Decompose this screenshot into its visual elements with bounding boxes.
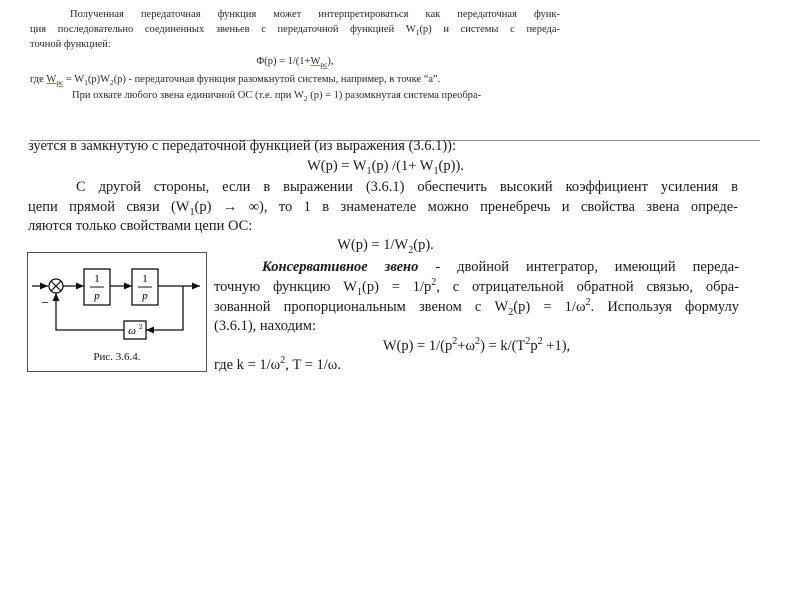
top-line-5-sub: pc: [56, 78, 64, 88]
top-line-5-c: (p)W: [87, 74, 111, 85]
minus-sign: −: [41, 296, 49, 311]
top-line-5-w: W: [46, 74, 57, 85]
top-line-2-sub: 1: [415, 28, 420, 38]
block-2-denominator: p: [142, 290, 148, 302]
right-line-3-b: (p) = 1/ω: [513, 299, 586, 315]
block-2-numerator: 1: [142, 273, 148, 285]
formula-2-sub: 2: [408, 244, 414, 256]
right-line-4: [214, 317, 739, 336]
formula-3-b: +ω: [457, 338, 475, 354]
right-line-6: [214, 356, 739, 375]
top-line-6: [72, 89, 481, 103]
right-line-3-a: зованной пропорциональным звеном с W: [214, 299, 509, 315]
right-line-6-a: где k = 1/ω: [214, 357, 281, 373]
summing-junction-icon: [49, 279, 63, 293]
right-line-1-rest: - двойной интегратор, имеющий переда-: [418, 259, 739, 275]
formula-3-e: +1),: [542, 338, 571, 354]
right-line-1: [214, 258, 739, 277]
feedback-omega-sup: 2: [139, 323, 143, 331]
main-para-line-3: [28, 217, 252, 236]
formula-conservative: [214, 337, 739, 356]
main-para-line-2-b: (p) → ∞), то 1 в знаменателе можно пренебречь и свойства звена опреде-: [194, 199, 738, 215]
top-line-2: [30, 23, 560, 37]
top-line-2-text-a: ция последовательно соединенных звеньев с передаточной функцией W: [30, 24, 416, 35]
block-1-numerator: 1: [94, 273, 100, 285]
formula-3-c: ) = k/(T: [480, 338, 526, 354]
top-line-6-sub: 2: [303, 94, 308, 104]
right-line-3: [214, 298, 739, 317]
block-1-denominator: p: [94, 290, 100, 302]
top-line-5: [30, 73, 440, 87]
top-formula: [30, 55, 560, 69]
formula-1-sub1: 1: [366, 165, 372, 177]
formula-2-b: (p).: [413, 237, 434, 253]
right-line-6-b: , T = 1/ω.: [285, 357, 341, 373]
top-line-6-b: (p) = 1) разомкнутая система преобра-: [307, 90, 482, 101]
top-line-5-b: = W: [63, 74, 85, 85]
right-line-3-sup: 2: [585, 297, 591, 309]
formula-3-a: W(p) = 1/(p: [382, 338, 453, 354]
top-line-5-sub2: 2: [110, 78, 114, 88]
right-line-4-text: (3.6.1), находим:: [214, 318, 316, 334]
formula-3-sup2: 2: [475, 336, 481, 348]
top-line-3: [30, 38, 111, 52]
right-line-2: [214, 278, 739, 297]
main-para-line-1: [28, 178, 738, 197]
formula-1-sub2: 1: [433, 165, 439, 177]
main-line-1: [28, 137, 456, 156]
right-line-6-sup: 2: [280, 355, 286, 367]
block-diagram-figure: [27, 252, 207, 372]
main-para-line-1-text: С другой стороны, если в выражении (3.6.1) обеспечить высокий коэффициент усиления в: [76, 179, 738, 195]
conservative-link-term: Консервативное звено: [262, 259, 419, 275]
top-line-3-text: точной функцией:: [30, 39, 111, 50]
right-line-2-a: точную функцию W: [214, 279, 357, 295]
right-line-3-sub: 2: [508, 306, 514, 318]
right-line-2-c: , с отрицательной обратной связью, обра-: [436, 279, 739, 295]
top-line-5-sub1: 1: [84, 78, 88, 88]
top-line-1-text: Полученная передаточная функция может интерпретироваться как передаточная функ-: [70, 9, 560, 20]
formula-3-sup1: 2: [452, 336, 458, 348]
formula-3-d: p: [530, 338, 538, 354]
right-line-2-sup: 2: [431, 277, 437, 289]
formula-3-sup3: 2: [525, 336, 531, 348]
feedback-omega: ω: [128, 325, 136, 337]
formula-closed-loop: [28, 157, 743, 176]
top-line-5-d: (p) - передаточная функция разомкнутой системы, например, в точке “a”.: [113, 74, 441, 85]
top-line-5-a: где: [30, 74, 47, 85]
right-line-3-c: . Используя формулу: [590, 299, 739, 315]
top-formula-sub: pc: [320, 60, 328, 70]
right-line-2-sub: 1: [356, 286, 362, 298]
formula-2-a: W(p) = 1/W: [337, 237, 409, 253]
top-formula-b: ),: [327, 56, 334, 67]
main-para-line-2-sub: 1: [189, 206, 195, 218]
formula-1-b: (p) /(1+ W: [371, 158, 434, 174]
formula-3-sup4: 2: [537, 336, 543, 348]
top-line-2-text-b: (p) и системы с переда-: [419, 24, 560, 35]
right-line-2-b: (p) = 1/p: [361, 279, 432, 295]
main-para-line-2-a: цепи прямой связи (W: [28, 199, 190, 215]
top-formula-a: Φ(p) = 1/(1+: [256, 56, 311, 67]
figure-caption: Рис. 3.6.4.: [93, 351, 141, 363]
main-para-line-2: [28, 198, 738, 217]
formula-1-a: W(p) = W: [307, 158, 367, 174]
top-formula-w: W: [310, 56, 321, 67]
main-line-1-text: зуется в замкнутую с передаточной функцией (из выражения (3.6.1)):: [28, 138, 457, 154]
formula-1-c: (p)).: [438, 158, 464, 174]
main-para-line-3-text: ляются только свойствами цепи ОС:: [28, 218, 253, 234]
top-line-6-a: При охвате любого звена единичной ОС (т.е. при W: [72, 90, 304, 101]
top-line-1: [30, 8, 560, 22]
